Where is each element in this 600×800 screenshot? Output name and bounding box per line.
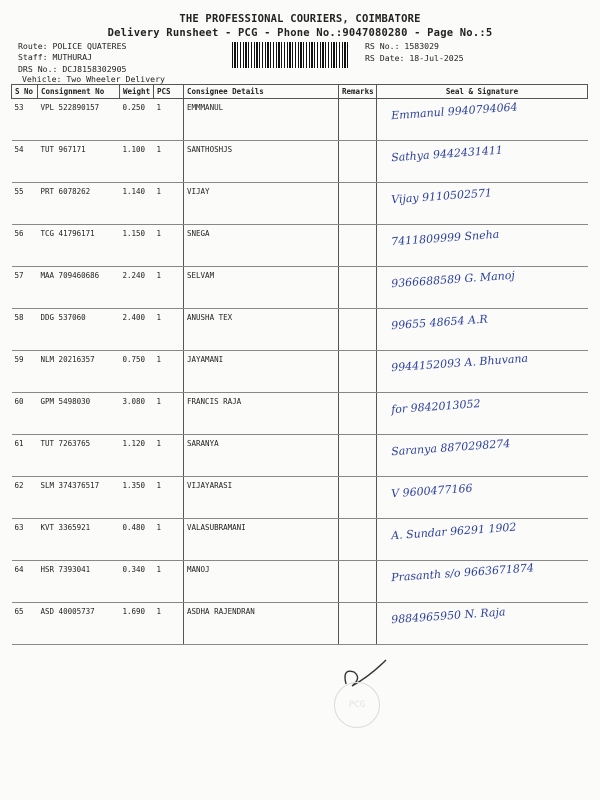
handwritten-signature: 7411809999 Sneha	[390, 227, 500, 249]
cell-sno: 56	[12, 225, 38, 267]
cell-signature	[377, 99, 588, 141]
cell-weight: 1.150	[120, 225, 154, 267]
cell-consignment-no: NLM 20216357	[38, 351, 120, 393]
cell-signature	[377, 603, 588, 645]
cell-remarks	[339, 99, 377, 141]
cell-signature	[377, 519, 588, 561]
cell-consignment-no: TUT 967171	[38, 141, 120, 183]
cell-consignment-no: HSR 7393041	[38, 561, 120, 603]
cell-pcs: 1	[154, 603, 184, 645]
cell-signature	[377, 477, 588, 519]
cell-remarks	[339, 351, 377, 393]
col-signature: Seal & Signature	[377, 85, 588, 99]
cell-consignee: VALASUBRAMANI	[184, 519, 339, 561]
cell-weight: 0.340	[120, 561, 154, 603]
cell-pcs: 1	[154, 99, 184, 141]
cell-consignee: SARANYA	[184, 435, 339, 477]
table-row	[12, 225, 588, 267]
cell-weight: 0.480	[120, 519, 154, 561]
handwritten-signature: A. Sundar 96291 1902	[390, 520, 517, 543]
handwritten-signature: Sathya 9442431411	[390, 143, 504, 165]
rs-number: RS No.: 1583029	[365, 41, 439, 51]
cell-weight: 1.140	[120, 183, 154, 225]
table-row	[12, 561, 588, 603]
cell-signature	[377, 267, 588, 309]
cell-consignee: MANOJ	[184, 561, 339, 603]
cell-consignee: ASDHA RAJENDRAN	[184, 603, 339, 645]
cell-remarks	[339, 225, 377, 267]
cell-consignee: VIJAYARASI	[184, 477, 339, 519]
table-row	[12, 99, 588, 141]
cell-sno: 62	[12, 477, 38, 519]
cell-sno: 53	[12, 99, 38, 141]
cell-remarks	[339, 435, 377, 477]
cell-consignee: SELVAM	[184, 267, 339, 309]
rs-date: RS Date: 18-Jul-2025	[365, 53, 464, 63]
cell-consignee: FRANCIS RAJA	[184, 393, 339, 435]
cell-weight: 1.350	[120, 477, 154, 519]
cell-consignee: JAYAMANI	[184, 351, 339, 393]
cell-pcs: 1	[154, 225, 184, 267]
cell-consignment-no: KVT 3365921	[38, 519, 120, 561]
table-row	[12, 351, 588, 393]
cell-weight: 2.400	[120, 309, 154, 351]
handwritten-signature: 9884965950 N. Raja	[390, 605, 506, 627]
cell-weight: 1.120	[120, 435, 154, 477]
cell-pcs: 1	[154, 141, 184, 183]
cell-consignment-no: TCG 41796171	[38, 225, 120, 267]
cell-remarks	[339, 603, 377, 645]
vehicle-label: Vehicle: Two Wheeler Delivery	[22, 74, 165, 84]
cell-pcs: 1	[154, 519, 184, 561]
col-pcs: PCS	[154, 85, 184, 99]
handwritten-signature: Vijay 9110502571	[390, 186, 493, 207]
cell-sno: 55	[12, 183, 38, 225]
cell-sno: 60	[12, 393, 38, 435]
cell-remarks	[339, 183, 377, 225]
cell-remarks	[339, 519, 377, 561]
cell-consignee: SANTHOSHJS	[184, 141, 339, 183]
staff-label: Staff: MUTHURAJ	[18, 52, 92, 62]
cell-consignment-no: DDG 537060	[38, 309, 120, 351]
barcode	[232, 42, 350, 68]
cell-consignment-no: SLM 374376517	[38, 477, 120, 519]
cell-consignee: VIJAY	[184, 183, 339, 225]
col-weight: Weight	[120, 85, 154, 99]
cell-pcs: 1	[154, 393, 184, 435]
handwritten-signature: Prasanth s/o 9663671874	[390, 561, 535, 585]
cell-weight: 1.100	[120, 141, 154, 183]
cell-sno: 64	[12, 561, 38, 603]
cell-signature	[377, 435, 588, 477]
table-row	[12, 141, 588, 183]
cell-sno: 65	[12, 603, 38, 645]
cell-consignment-no: VPL 522890157	[38, 99, 120, 141]
cell-pcs: 1	[154, 309, 184, 351]
cell-sno: 57	[12, 267, 38, 309]
cell-signature	[377, 183, 588, 225]
cell-weight: 1.690	[120, 603, 154, 645]
col-sno: S No	[12, 85, 38, 99]
handwritten-signature: Emmanul 9940794064	[390, 100, 518, 123]
cell-remarks	[339, 477, 377, 519]
table-row	[12, 477, 588, 519]
cell-pcs: 1	[154, 435, 184, 477]
cell-sno: 54	[12, 141, 38, 183]
cell-sno: 59	[12, 351, 38, 393]
cell-remarks	[339, 309, 377, 351]
cell-weight: 0.250	[120, 99, 154, 141]
runsheet-subtitle: Delivery Runsheet - PCG - Phone No.:9047080280 - Page No.:5	[107, 27, 493, 39]
cell-signature	[377, 225, 588, 267]
col-consignment: Consignment No	[38, 85, 120, 99]
handwritten-signature: V 9600477166	[390, 481, 473, 501]
table-row	[12, 393, 588, 435]
table-row	[12, 435, 588, 477]
table-row	[12, 309, 588, 351]
route-label: Route: POLICE QUATERES	[18, 41, 127, 51]
cell-signature	[377, 141, 588, 183]
handwritten-signature: for 9842013052	[390, 397, 481, 417]
drs-number: DRS No.: DCJ8158302905	[18, 64, 127, 74]
cell-weight: 0.750	[120, 351, 154, 393]
cell-pcs: 1	[154, 561, 184, 603]
cell-pcs: 1	[154, 351, 184, 393]
cell-consignment-no: MAA 709460686	[38, 267, 120, 309]
cell-sno: 63	[12, 519, 38, 561]
cell-sno: 61	[12, 435, 38, 477]
handwritten-signature: Saranya 8870298274	[390, 436, 511, 459]
cell-consignment-no: ASD 40005737	[38, 603, 120, 645]
cell-consignee: SNEGA	[184, 225, 339, 267]
cell-weight: 3.080	[120, 393, 154, 435]
cell-weight: 2.240	[120, 267, 154, 309]
cell-pcs: 1	[154, 267, 184, 309]
cell-sno: 58	[12, 309, 38, 351]
cell-remarks	[339, 141, 377, 183]
table-row	[12, 183, 588, 225]
cell-signature	[377, 393, 588, 435]
runsheet-table	[11, 84, 588, 645]
cell-remarks	[339, 561, 377, 603]
cell-signature	[377, 309, 588, 351]
col-remarks: Remarks	[339, 85, 377, 99]
cell-remarks	[339, 393, 377, 435]
handwritten-signature: 9944152093 A. Bhuvana	[390, 351, 529, 375]
table-row	[12, 267, 588, 309]
table-header-row	[12, 85, 588, 99]
handwritten-signature: 99655 48654 A.R	[390, 312, 489, 333]
cell-consignee: ANUSHA TEX	[184, 309, 339, 351]
company-title: THE PROFESSIONAL COURIERS, COIMBATORE	[179, 13, 421, 25]
handwritten-signature: 9366688589 G. Manoj	[390, 268, 516, 291]
col-consignee: Consignee Details	[184, 85, 339, 99]
cell-signature	[377, 351, 588, 393]
faded-stamp: PCG	[334, 682, 380, 728]
table-row	[12, 603, 588, 645]
cell-consignment-no: PRT 6078262	[38, 183, 120, 225]
cell-remarks	[339, 267, 377, 309]
cell-pcs: 1	[154, 183, 184, 225]
cell-consignment-no: TUT 7263765	[38, 435, 120, 477]
cell-pcs: 1	[154, 477, 184, 519]
table-row	[12, 519, 588, 561]
cell-consignee: EMMMANUL	[184, 99, 339, 141]
cell-signature	[377, 561, 588, 603]
cell-consignment-no: GPM 5498030	[38, 393, 120, 435]
